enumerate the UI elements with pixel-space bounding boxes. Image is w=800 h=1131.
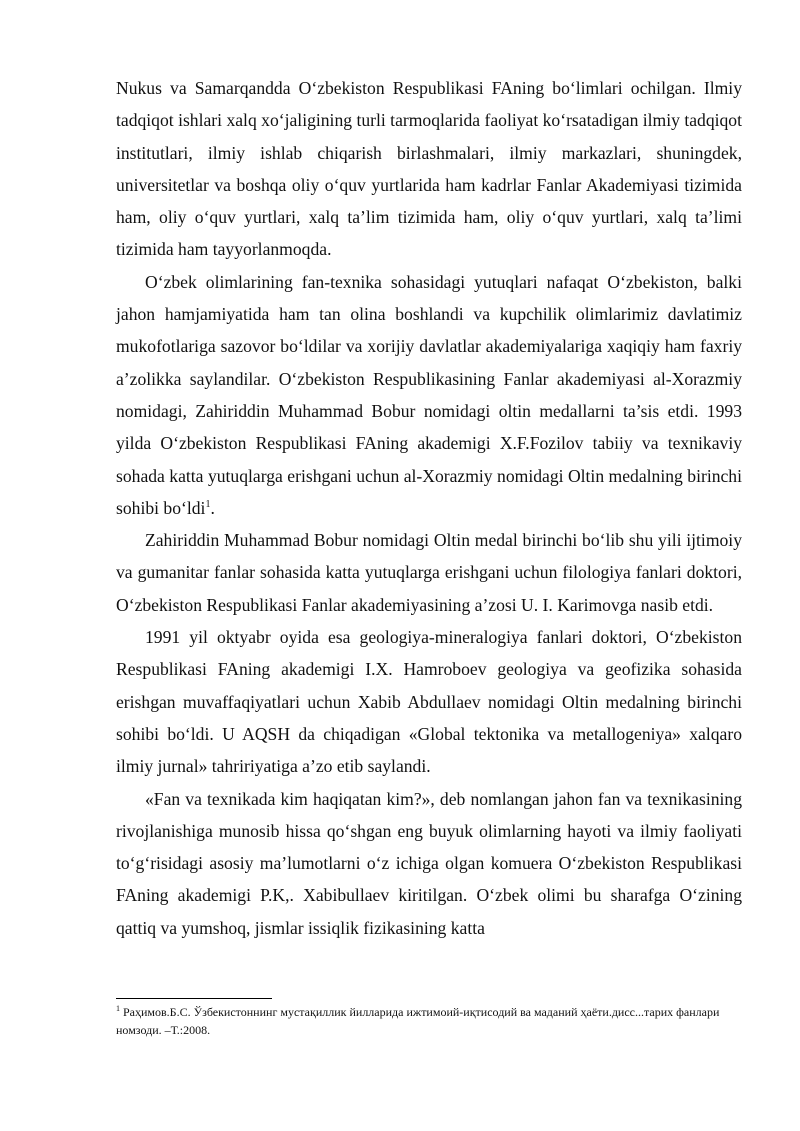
paragraph-2-end: . bbox=[210, 497, 215, 518]
footnote-separator bbox=[116, 998, 272, 999]
document-body bbox=[116, 72, 742, 944]
paragraph-2-text: O‘zbek olimlarining fan-texnika sohasidagi yutuqlari nafaqat O‘zbekiston, balki jahon hamjamiyatida ham tan olina boshlandi va kupchilik olimlarimiz davlatimiz mukofotlariga sazovor bo‘ldilar va xorijiy davlatlar akademiyalariga xaqiqiy ham faxriy a’zolikka saylandilar. O‘zbekiston Respublikasining Fanlar akademiyasi al-Xorazmiy nomidagi, Zahiriddin Muhammad Bobur nomidagi oltin medallarni ta’sis etdi. 1993 yilda O‘zbekiston Respublikasi FAning akademigi X.F.Fozilov tabiiy va texnikaviy sohada katta yutuqlarga erishgani uchun al-Xorazmiy nomidagi Oltin medalning birinchi sohibi bo‘ldi bbox=[116, 271, 742, 518]
paragraph-4: 1991 yil oktyabr oyida esa geologiya-mineralogiya fanlari doktori, O‘zbekiston Respublikasi FAning akademigi I.X. Hamroboev geologiya va geofizika sohasida erishgan muvaffaqiyatlari uchun Xabib Abdullaev nomidagi Oltin medalning birinchi sohibi bo‘ldi. U AQSH da chiqadigan «Global tektonika va metallogeniya» xalqaro ilmiy jurnal» tahririyatiga a’zo etib saylandi. bbox=[116, 627, 742, 777]
footnote-text: Раҳимов.Б.С. Ўзбекистоннинг мустақиллик йилларида ижтимоий-иқтисодий ва маданий ҳаёти.дисс...тарих фанлари номзоди. –Т.:2008. bbox=[116, 1005, 720, 1037]
footnote-marker: 1 bbox=[116, 1004, 120, 1013]
paragraph-2 bbox=[116, 266, 742, 524]
paragraph-5: «Fan va texnikada kim haqiqatan kim?», deb nomlangan jahon fan va texnikasining rivojlanishiga munosib hissa qo‘shgan eng buyuk olimlarning hayoti va ilmiy faoliyati to‘g‘risidagi asosiy ma’lumotlarni o‘z ichiga olgan komuera O‘zbekiston Respublikasi FAning akademigi P.K,. Xabibullaev kiritilgan. O‘zbek olimi bu sharafga O‘zining qattiq va yumshoq, jismlar issiqlik fizikasining katta bbox=[116, 788, 742, 938]
footnote-reference[interactable]: 1 bbox=[205, 499, 211, 510]
footnote bbox=[116, 1003, 742, 1039]
paragraph-1: Nukus va Samarqandda O‘zbekiston Respublikasi FAning bo‘limlari ochilgan. Ilmiy tadqiqot ishlari xalq xo‘jaligining turli tarmoqlarida faoliyat ko‘rsatadigan ilmiy tadqiqot institutlari, ilmiy ishlab chiqarish birlashmalari, ilmiy markazlari, shuningdek, universitetlar va boshqa oliy o‘quv yurtlarida ham kadrlar Fanlar Akademiyasi tizimida ham, oliy o‘quv yurtlari, xalq ta’lim tizimida ham, oliy o‘quv yurtlari, xalq ta’limi tizimida ham tayyorlanmoqda. bbox=[116, 78, 742, 260]
paragraph-3: Zahiriddin Muhammad Bobur nomidagi Oltin medal birinchi bo‘lib shu yili ijtimoiy va gumanitar fanlar sohasida katta yutuqlarga erishgani uchun filologiya fanlari doktori, O‘zbekiston Respublikasi Fanlar akademiyasining a’zosi U. I. Karimovga nasib etdi. bbox=[116, 530, 742, 615]
